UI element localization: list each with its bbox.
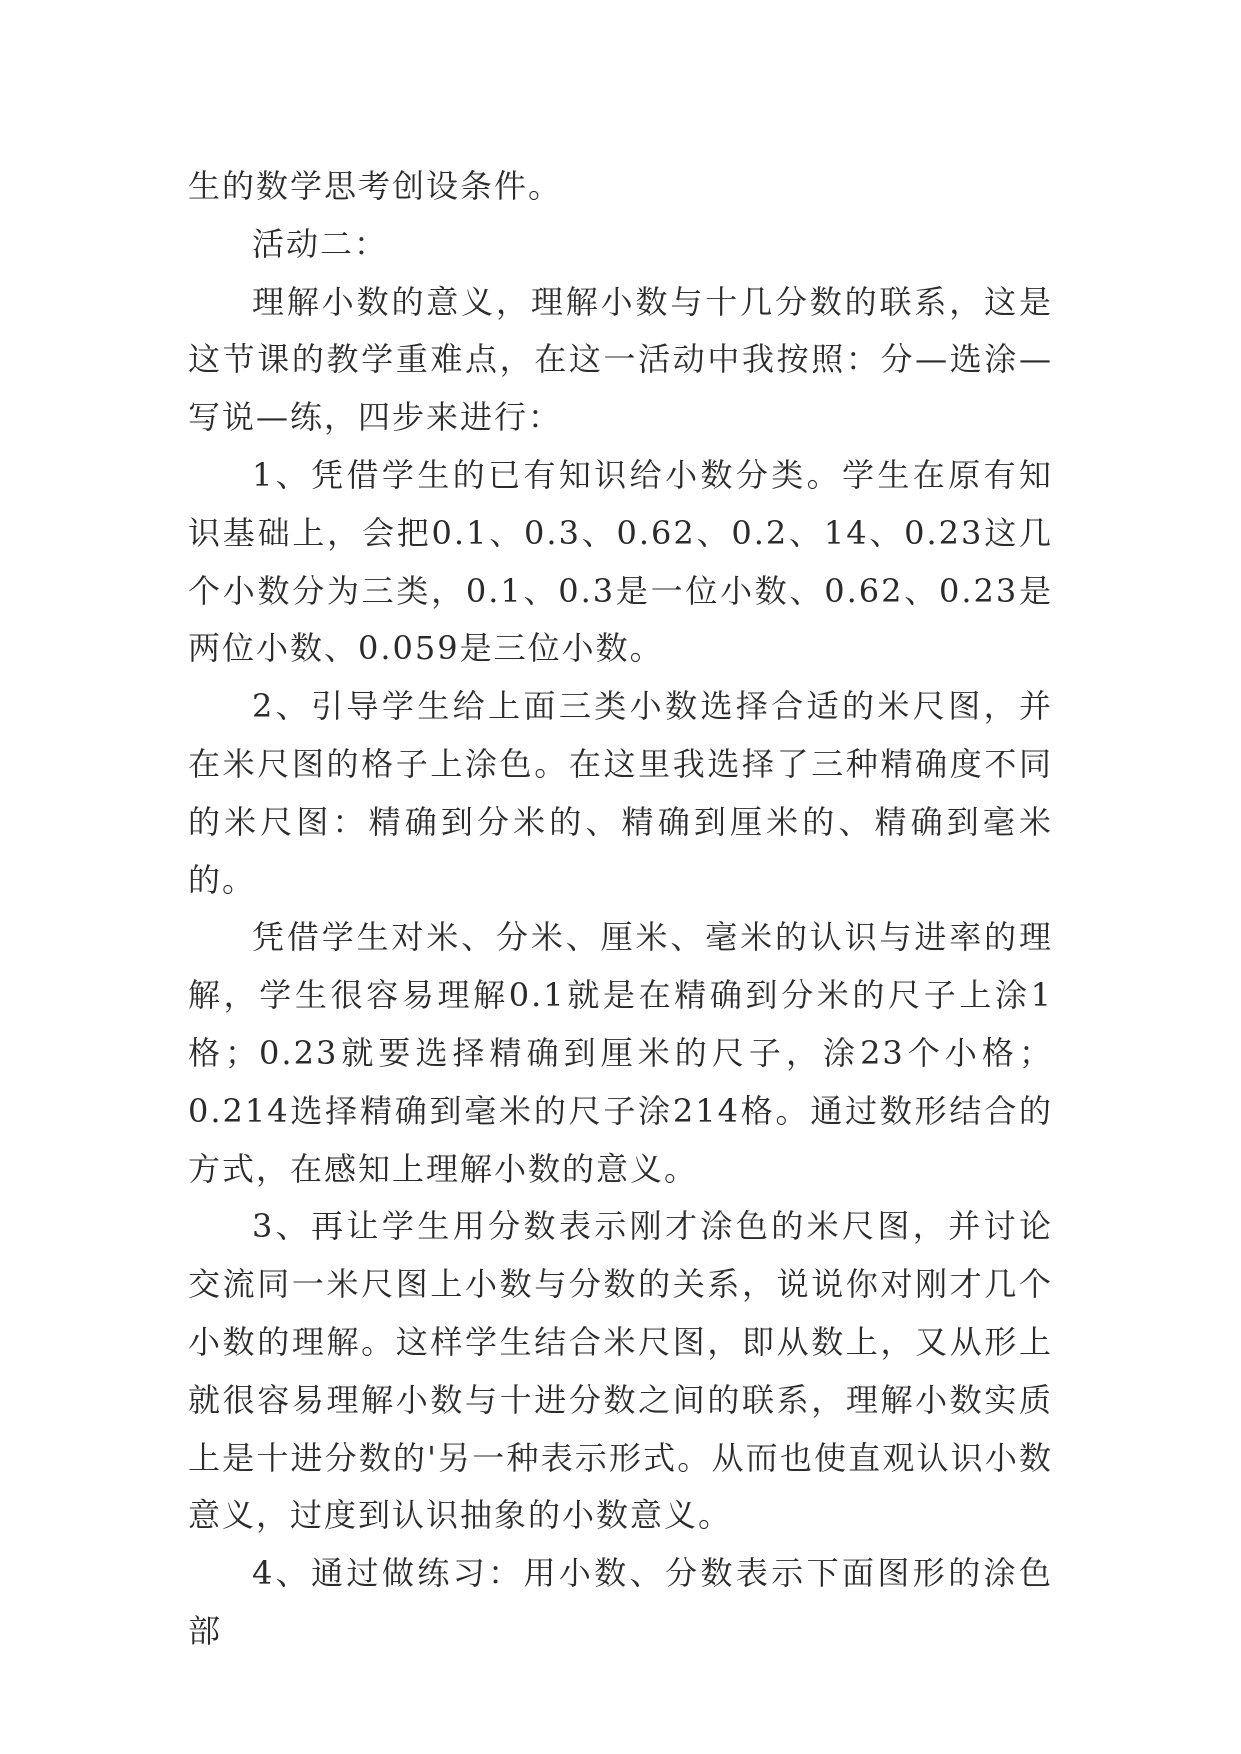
paragraph-continuation: 生的数学思考创设条件。 <box>188 167 563 205</box>
paragraph-step-2-detail: 凭借学生对米、分米、厘米、毫米的认识与进率的理解，学生很容易理解0.1就是在精确到分米的尺子上涂1格；0.23就要选择精确到厘米的尺子，涂23个小格；0.214选择精确到毫米的尺子涂214格。通过数形结合的方式，在感知上理解小数的意义。 <box>188 918 1053 1188</box>
paragraph-activity-heading: 活动二： <box>252 224 389 263</box>
paragraph-step-4: 4、通过做练习：用小数、分数表示下面图形的涂色部 <box>188 1554 1053 1650</box>
paragraph-step-2: 2、引导学生给上面三类小数选择合适的米尺图，并在米尺图的格子上涂色。在这里我选择了三种精确度不同的米尺图：精确到分米的、精确到厘米的、精确到毫米的。 <box>188 687 1053 899</box>
document-body <box>188 158 1053 1661</box>
paragraph-step-3: 3、再让学生用分数表示刚才涂色的米尺图，并讨论交流同一米尺图上小数与分数的关系，说说你对刚才几个小数的理解。这样学生结合米尺图，即从数上，又从形上就很容易理解小数与十进分数之间的联系，理解小数实质上是十进分数的'另一种表示形式。从而也使直观认识小数意义，过度到认识抽象的小数意义。 <box>188 1207 1053 1535</box>
paragraph-intro: 理解小数的意义，理解小数与十几分数的联系，这是这节课的教学重难点，在这一活动中我按照：分—选涂—写说—练，四步来进行： <box>188 282 1053 437</box>
paragraph-step-1: 1、凭借学生的已有知识给小数分类。学生在原有知识基础上，会把0.1、0.3、0.62、0.2、14、0.23这几个小数分为三类，0.1、0.3是一位小数、0.62、0.23是两位小数、0.059是三位小数。 <box>188 455 1053 668</box>
